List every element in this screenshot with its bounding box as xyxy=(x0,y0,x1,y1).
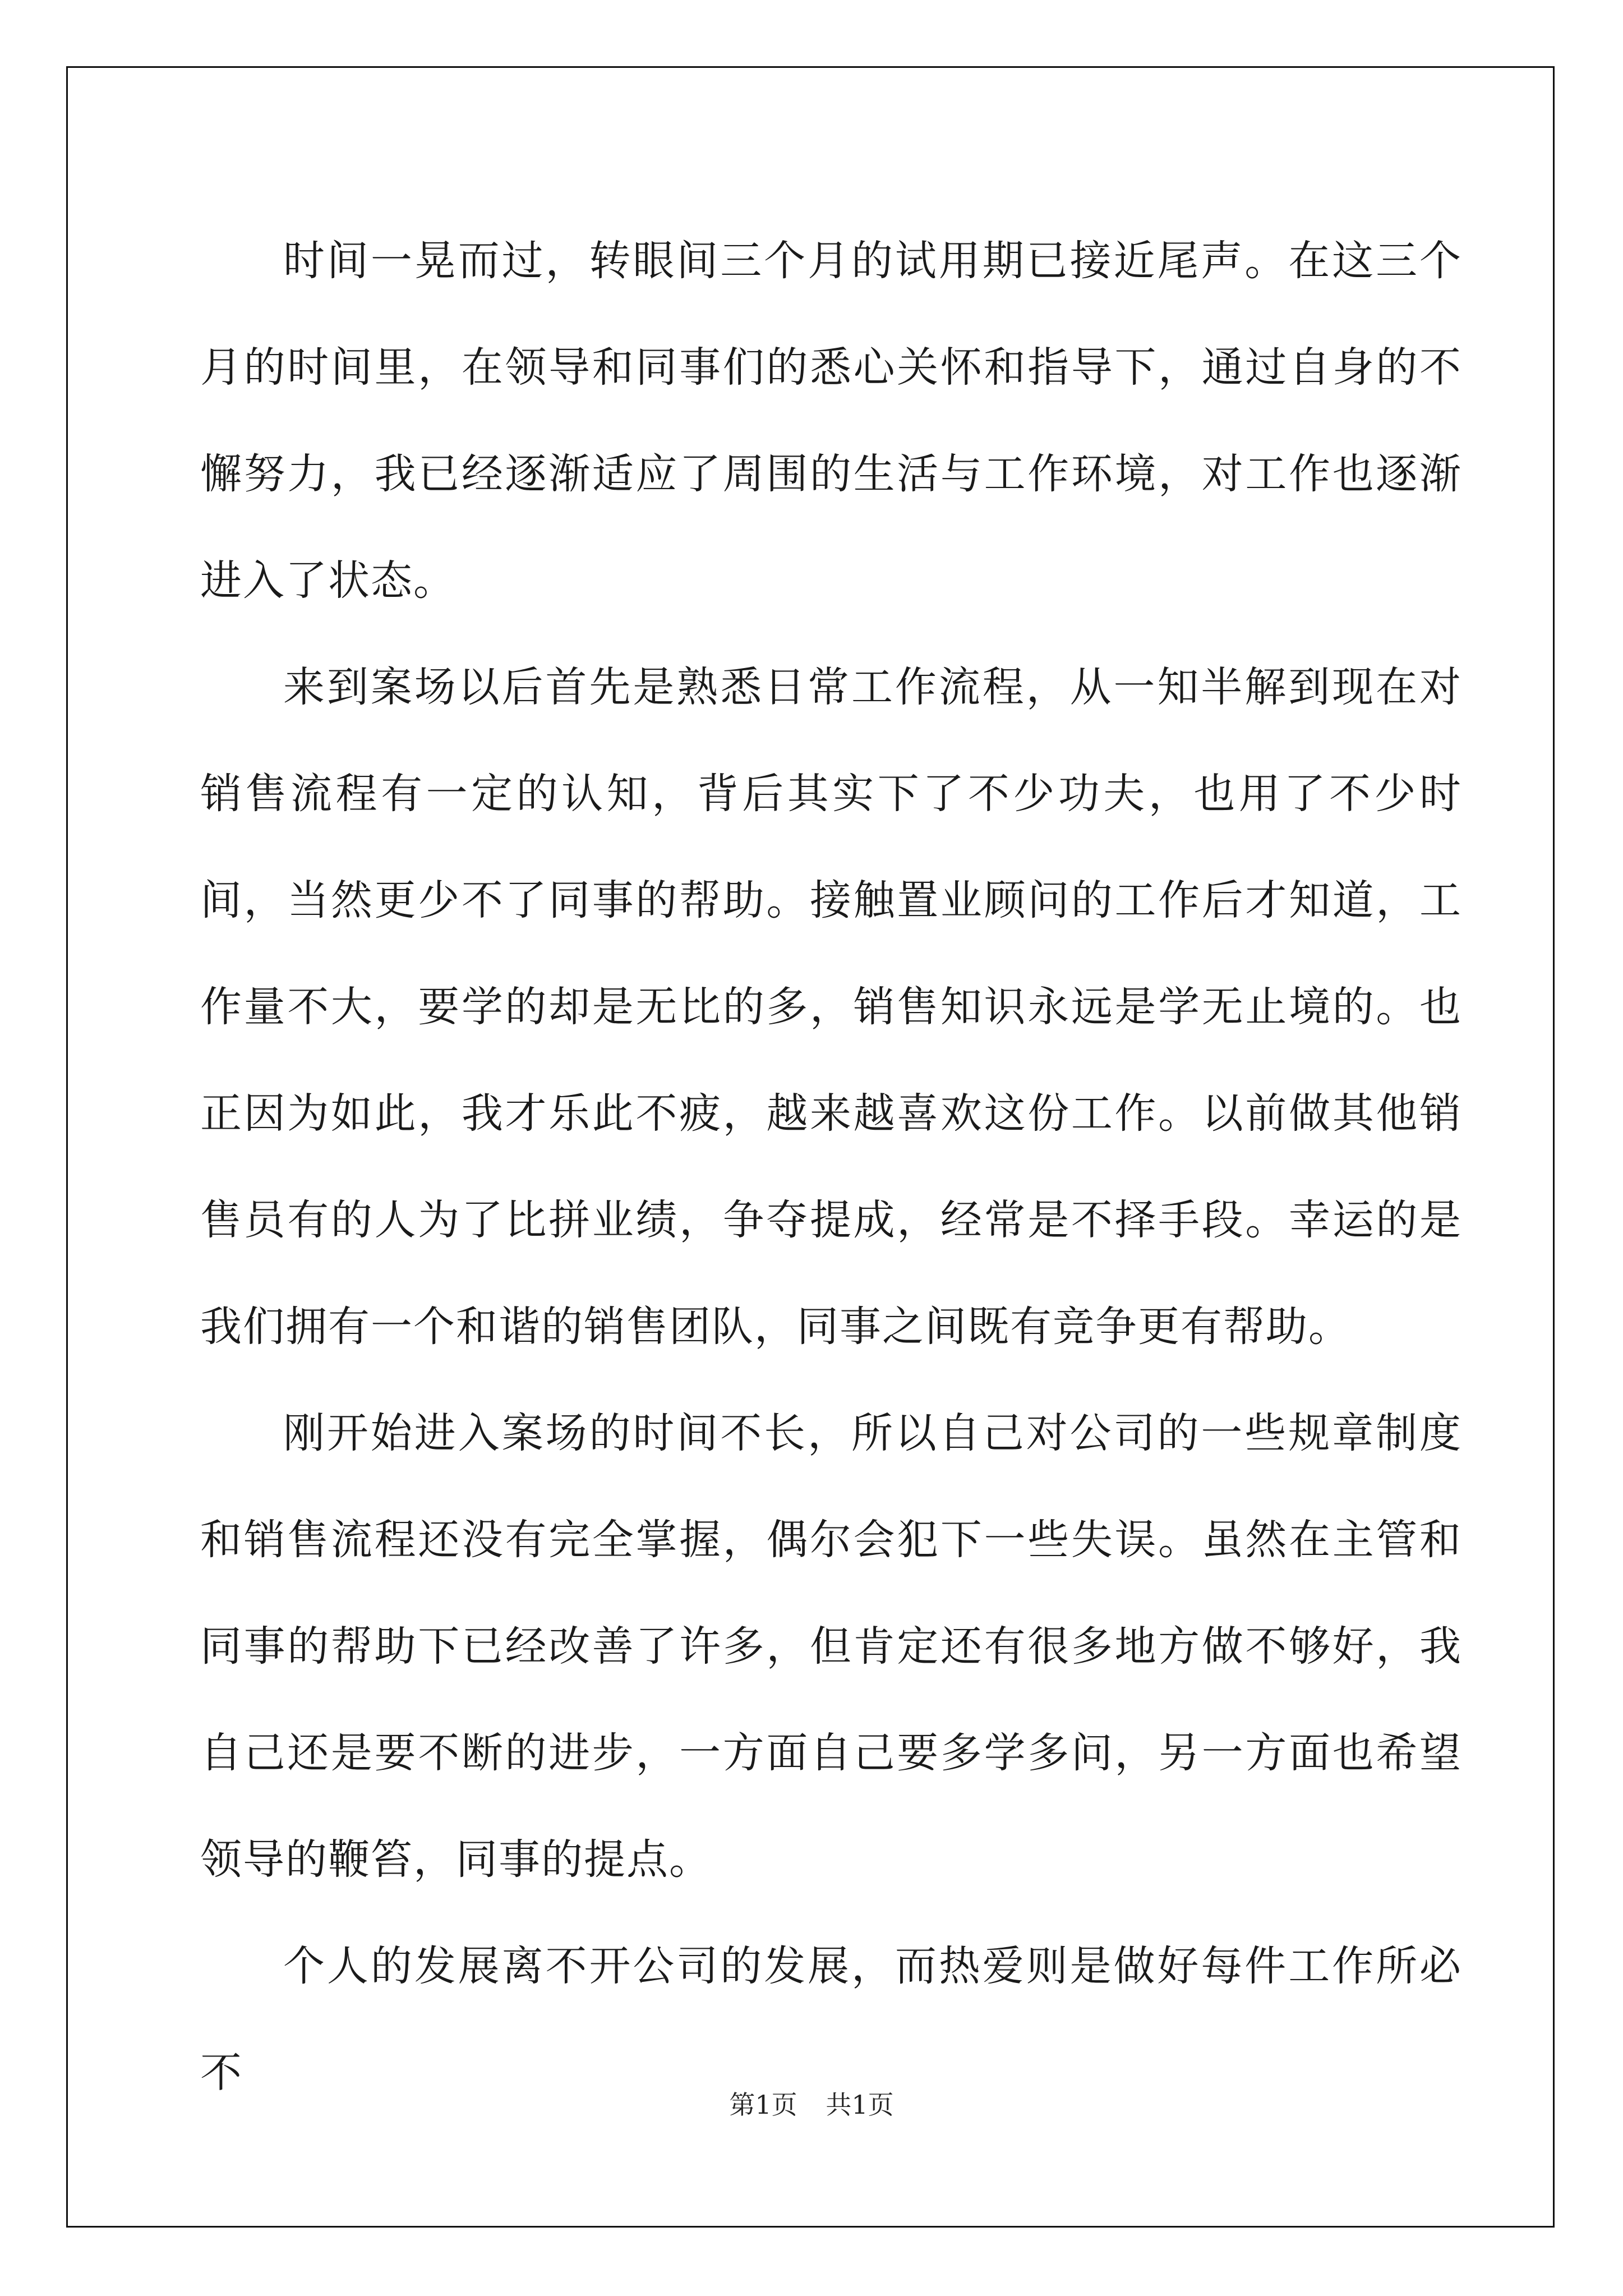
paragraph-2: 来到案场以后首先是熟悉日常工作流程，从一知半解到现在对销售流程有一定的认知，背后其实下了不少功夫，也用了不少时间，当然更少不了同事的帮助。接触置业顾问的工作后才知道，工作量不大，要学的却是无比的多，销售知识永远是学无止境的。也正因为如此，我才乐此不疲，越来越喜欢这份工作。以前做其他销售员有的人为了比拼业绩，争夺提成，经常是不择手段。幸运的是我们拥有一个和谐的销售团队，同事之间既有竞争更有帮助。 xyxy=(200,663,1462,1351)
page-footer xyxy=(0,2088,1623,2122)
paragraph-1: 时间一晃而过，转眼间三个月的试用期已接近尾声。在这三个月的时间里，在领导和同事们的悉心关怀和指导下，通过自身的不懈努力，我已经逐渐适应了周围的生活与工作环境，对工作也逐渐进入了状态。 xyxy=(200,237,1462,605)
paragraph-4: 个人的发展离不开公司的发展，而热爱则是做好每件工作所必不 xyxy=(200,1942,1462,2097)
paragraph-3: 刚开始进入案场的时间不长，所以自己对公司的一些规章制度和销售流程还没有完全掌握，偶尔会犯下一些失误。虽然在主管和同事的帮助下已经改善了许多，但肯定还有很多地方做不够好，我自己还是要不断的进步，一方面自己要多学多问，另一方面也希望领导的鞭笞，同事的提点。 xyxy=(200,1409,1462,1884)
page-total: 共1页 xyxy=(826,2090,894,2120)
page-number: 第1页 xyxy=(729,2090,797,2120)
document-body xyxy=(200,208,1462,2126)
